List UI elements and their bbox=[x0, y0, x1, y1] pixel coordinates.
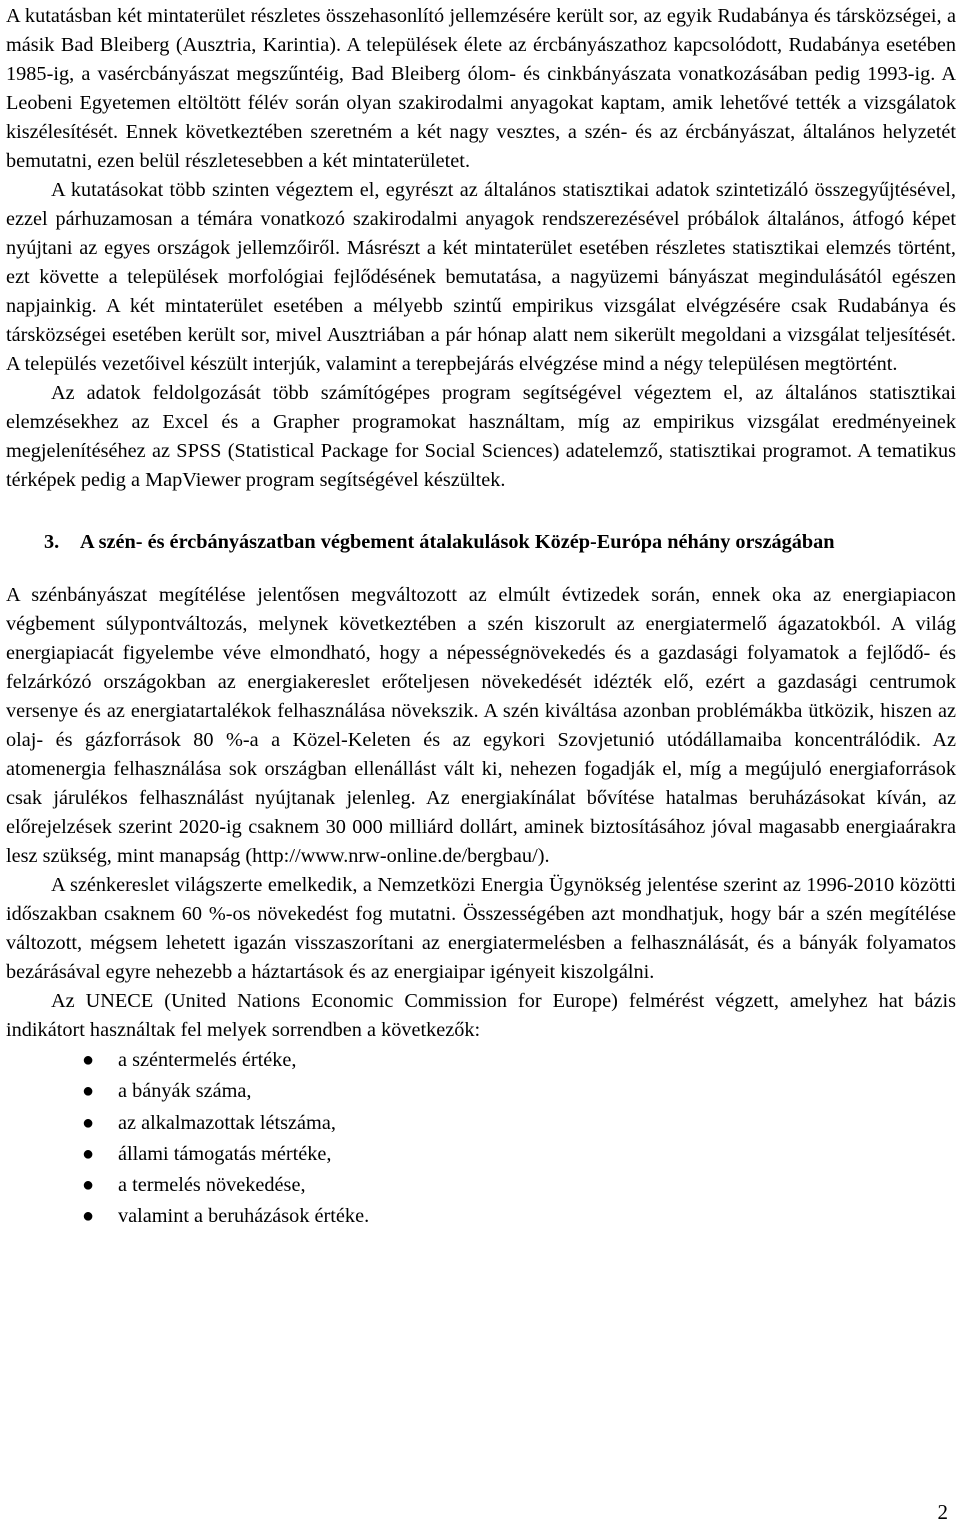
list-item bbox=[6, 1045, 956, 1076]
list-item-text: állami támogatás mértéke, bbox=[118, 1142, 332, 1165]
bullet-icon: ● bbox=[82, 1205, 95, 1228]
section-heading bbox=[6, 528, 956, 557]
page-number: 2 bbox=[937, 1500, 948, 1524]
bullet-icon: ● bbox=[82, 1142, 95, 1165]
paragraph: A kutatásokat több szinten végeztem el, egyrészt az általános statisztikai adatok szintetizáló összegyűjtésével, ezzel párhuzamosan a témára vonatkozó szakirodalmi anyagok rendszerezésével próbálok általános, átfogó képet nyújtani az egyes országok jellemzőiről. Másrészt a két mintaterület esetében részletes statisztikai elemzés történt, ezt követte a települések morfológiai fejlődésének bemutatása, a nagyüzemi bányászat megindulásától egészen napjainkig. A két mintaterület esetében a mélyebb szintű empirikus vizsgálat elvégzésére csak Rudabánya és társközségei esetében került sor, mivel Ausztriában a pár hónap alatt nem sikerült megoldani a vizsgálat teljesítését. A település vezetőivel készült interjúk, valamint a terepbejárás elvégzése mind a négy településen megtörtént. bbox=[6, 179, 956, 375]
bullet-icon: ● bbox=[82, 1174, 95, 1197]
list-item bbox=[6, 1108, 956, 1139]
paragraph: A kutatásban két mintaterület részletes összehasonlító jellemzésére került sor, az egyik Rudabánya és társközségei, a másik Bad Bleiberg (Ausztria, Karintia). A települések élete az ércbányászathoz kapcsolódott, Rudabánya esetében 1985-ig, a vasércbányászat megszűntéig, Bad Bleiberg ólom- és cinkbányászata vonatkozásában pedig 1993-ig. A Leobeni Egyetemen eltöltött félév során olyan szakirodalmi anyagokat kaptam, amik lehetővé tették a vizsgálatok kiszélesítését. Ennek következtében szeretném a két nagy vesztes, a szén- és az ércbányászat, általános helyzetét bemutatni, ezen belül részletesebben a két mintaterületet. bbox=[6, 5, 956, 172]
section-title: A szén- és ércbányászatban végbement átalakulások Közép-Európa néhány országában bbox=[80, 531, 835, 553]
list-item-text: valamint a beruházások értéke. bbox=[118, 1205, 370, 1228]
bullet-icon: ● bbox=[82, 1080, 95, 1103]
list-item-text: a termelés növekedése, bbox=[118, 1174, 306, 1197]
section-number-wrap bbox=[6, 528, 80, 557]
bullet-list bbox=[6, 1045, 956, 1233]
paragraph: A szénbányászat megítélése jelentősen megváltozott az elmúlt évtizedek során, ennek oka az energiapiacon végbement súlypontváltozás, melynek következtében a szén kiszorult az energiatermelő ágazatokból. A világ energiapiacát figyelembe véve elmondható, hogy a népességnövekedés és a gazdasági folyamatok a fejlődő- és felzárkózó országokban az energiakereslet erőteljesen növekedését idézték elő, ezért a gazdasági centrumok versenye és az energiatartalékok felhasználása növekszik. A szén kiváltása azonban problémákba ütközik, hiszen az olaj- és gázforrások 80 %-a a Közel-Keleten és az egykori Szovjetunió utódállamaiba koncentrálódik. Az atomenergia felhasználása sok országban ellenállást vált ki, nehezen fogadják el, míg a megújuló energiaforrások csak járulékos felhasználást nyújtanak jelenleg. Az energiakínálat bővítése hatalmas beruházásokat kíván, az előrejelzések szerint 2020-ig csaknem 30 000 milliárd dollárt, aminek biztosításához jóval magasabb energiaárakra lesz szükség, mint manapság (http://www.nrw-online.de/bergbau/). bbox=[6, 584, 956, 867]
list-item bbox=[6, 1170, 956, 1201]
paragraph: Az UNECE (United Nations Economic Commission for Europe) felmérést végzett, amelyhez hat bázis indikátort használtak fel melyek sorrendben a következők: bbox=[6, 990, 956, 1041]
document-page bbox=[6, 2, 956, 1233]
list-item bbox=[6, 1076, 956, 1107]
list-item-text: az alkalmazottak létszáma, bbox=[118, 1111, 336, 1134]
section-number: 3. bbox=[44, 531, 60, 553]
list-item bbox=[6, 1201, 956, 1232]
list-item bbox=[6, 1139, 956, 1170]
paragraph: Az adatok feldolgozását több számítógépes program segítségével végeztem el, az általános statisztikai elemzésekhez az Excel és a Grapher programokat használtam, míg az empirikus vizsgálat eredményeinek megjelenítéséhez az SPSS (Statistical Package for Social Sciences) adatelemző, statisztikai programot. A tematikus térképek pedig a MapViewer program segítségével készültek. bbox=[6, 382, 956, 491]
list-item-text: a bányák száma, bbox=[118, 1080, 252, 1103]
bullet-icon: ● bbox=[82, 1049, 95, 1071]
list-item-text: a széntermelés értéke, bbox=[118, 1049, 297, 1071]
paragraph: A szénkereslet világszerte emelkedik, a Nemzetközi Energia Ügynökség jelentése szerint az 1996-2010 közötti időszakban csaknem 60 %-os növekedést fog mutatni. Összességében azt mondhatjuk, hogy bár a szén megítélése változott, mégsem lehetett igazán visszaszorítani az energiatermelésben a felhasználását, és a bányák folyamatos bezárásával egyre nehezebb a háztartások és az energiaipar igényeit kiszolgálni. bbox=[6, 874, 956, 983]
bullet-icon: ● bbox=[82, 1111, 95, 1134]
